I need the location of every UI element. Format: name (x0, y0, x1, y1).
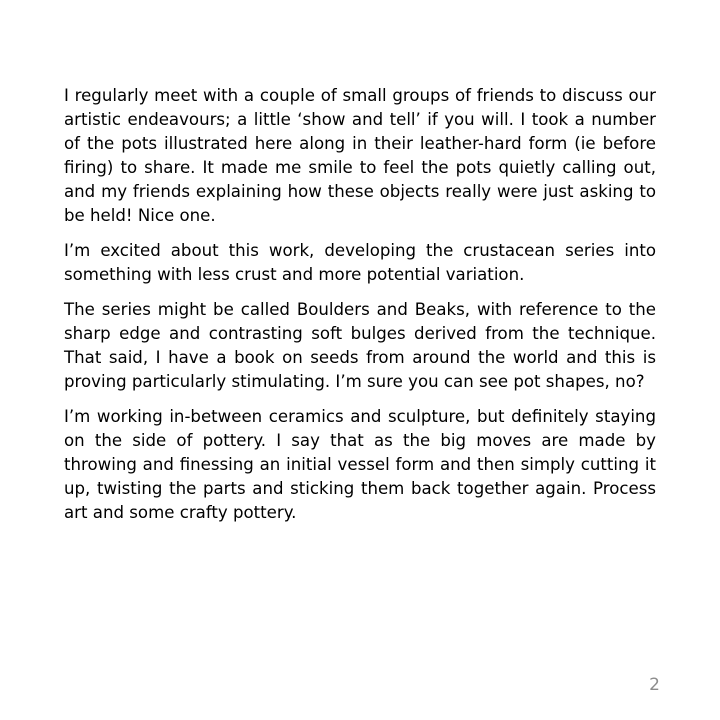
page-number: 2 (649, 675, 660, 695)
body-text (64, 84, 656, 536)
paragraph-show-and-tell: I regularly meet with a couple of small groups of friends to discuss our artistic endeavours; a little ‘show and tell’ if you will. I took a number of the pots illustrated here along in their leather-hard form (ie before firing) to share. It made me smile to feel the pots quietly calling out, and my friends explaining how these objects really were just asking to be held! Nice one. (64, 86, 656, 225)
paragraph-crustacean-series: I’m excited about this work, developing the crustacean series into something with less crust and more potential variation. (64, 241, 656, 284)
paragraph-boulders-and-beaks: The series might be called Boulders and Beaks, with reference to the sharp edge and contrasting soft bulges derived from the technique. That said, I have a book on seeds from around the world and this is proving particularly stimulating. I’m sure you can see pot shapes, no? (64, 300, 656, 391)
paragraph-ceramics-and-sculpture: I’m working in-between ceramics and sculpture, but definitely staying on the side of pottery. I say that as the big moves are made by throwing and finessing an initial vessel form and then simply cutting it up, twisting the parts and sticking them back together again. Process art and some crafty pottery. (64, 407, 656, 522)
